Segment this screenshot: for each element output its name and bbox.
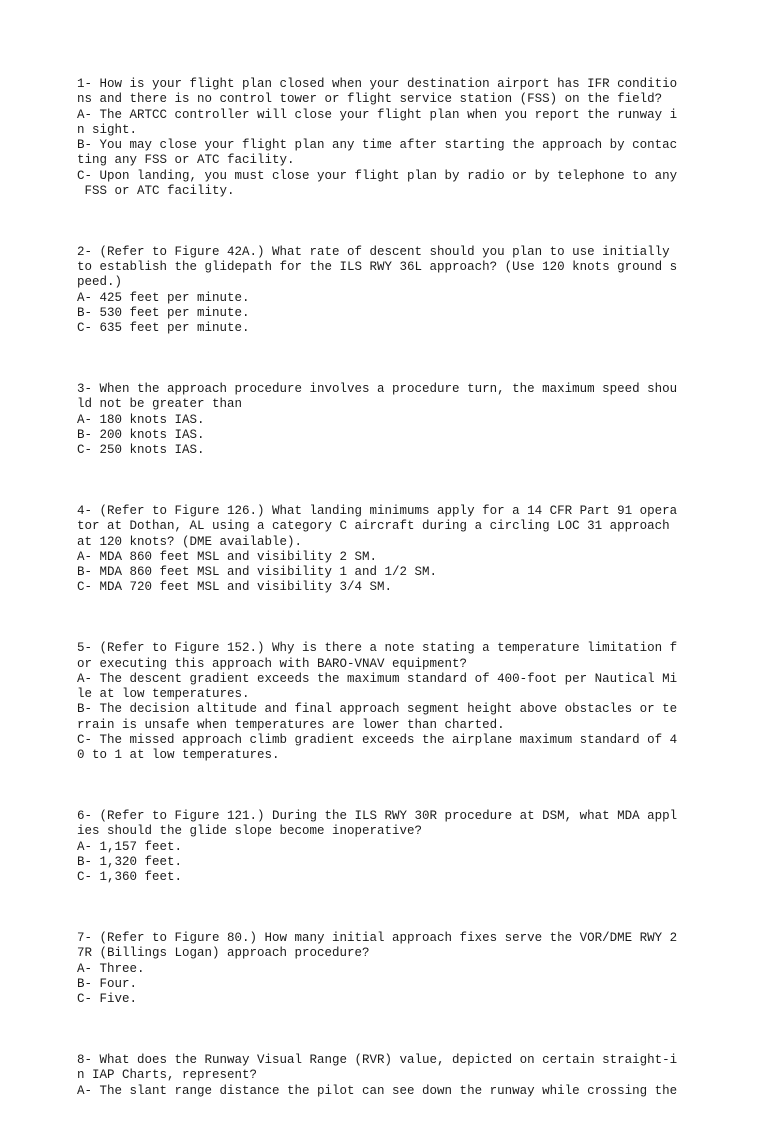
question-text: n IAP Charts, represent? (77, 1068, 258, 1083)
answer-c: FSS or ATC facility. (77, 183, 235, 198)
document-page (77, 77, 757, 1145)
answer-b: B- 200 knots IAS. (77, 427, 205, 442)
question-6 (77, 809, 757, 885)
answer-c: C- 1,360 feet. (77, 870, 183, 884)
question-3 (77, 382, 757, 458)
answer-b: B- 1,320 feet. (77, 854, 183, 869)
answer-b: B- MDA 860 feet MSL and visibility 1 and 1/2 SM. (77, 565, 438, 579)
answer-a: A- Three. (77, 961, 145, 976)
answer-a: A- 1,157 feet. (77, 839, 183, 854)
question-2 (77, 245, 757, 337)
answer-c: 0 to 1 at low temperatures. (77, 748, 280, 762)
question-text: at 120 knots? (DME available). (77, 534, 303, 549)
answer-a: A- 180 knots IAS. (77, 412, 205, 427)
answer-b: B- Four. (77, 976, 138, 991)
answer-c: C- 635 feet per minute. (77, 321, 250, 335)
question-4 (77, 504, 757, 596)
question-text: to establish the glidepath for the ILS RWY 36L approach? (Use 120 knots ground s (77, 260, 678, 274)
question-5 (77, 641, 757, 763)
answer-b: B- The decision altitude and final approach segment height above obstacles or te (77, 702, 678, 717)
answer-c: C- MDA 720 feet MSL and visibility 3/4 SM. (77, 580, 393, 595)
answer-a: A- The slant range distance the pilot can see down the runway while crossing the (77, 1083, 678, 1098)
question-text: 7- (Refer to Figure 80.) How many initial approach fixes serve the VOR/DME RWY 2 (77, 931, 678, 945)
answer-b: ting any FSS or ATC facility. (77, 153, 295, 168)
question-text: peed.) (77, 275, 123, 290)
question-text: ies should the glide slope become inoperative? (77, 824, 423, 839)
answer-b: B- 530 feet per minute. (77, 305, 250, 320)
answer-a: A- The ARTCC controller will close your flight plan when you report the runway i (77, 107, 678, 122)
question-text: 6- (Refer to Figure 121.) During the ILS RWY 30R procedure at DSM, what MDA appl (77, 809, 678, 823)
question-text: 5- (Refer to Figure 152.) Why is there a note stating a temperature limitation f (77, 641, 678, 656)
question-text: 3- When the approach procedure involves a procedure turn, the maximum speed shou (77, 382, 678, 396)
answer-a: le at low temperatures. (77, 687, 250, 701)
question-text: 8- What does the Runway Visual Range (RVR) value, depicted on certain straight-i (77, 1053, 678, 1067)
question-text: or executing this approach with BARO-VNAV equipment? (77, 656, 468, 671)
answer-c: C- Five. (77, 992, 138, 1006)
question-text: ns and there is no control tower or flight service station (FSS) on the field? (77, 92, 663, 107)
answer-c: C- The missed approach climb gradient exceeds the airplane maximum standard of 4 (77, 732, 678, 747)
answer-a: A- 425 feet per minute. (77, 290, 250, 305)
question-1 (77, 77, 757, 199)
question-text: ld not be greater than (77, 397, 243, 412)
answer-a: A- The descent gradient exceeds the maximum standard of 400-foot per Nautical Mi (77, 671, 678, 686)
question-text: 4- (Refer to Figure 126.) What landing minimums apply for a 14 CFR Part 91 opera (77, 504, 678, 518)
question-8 (77, 1053, 757, 1099)
question-text: 7R (Billings Logan) approach procedure? (77, 946, 370, 961)
answer-b: B- You may close your flight plan any time after starting the approach by contac (77, 138, 678, 152)
answer-c: C- 250 knots IAS. (77, 443, 205, 457)
question-text: tor at Dothan, AL using a category C aircraft during a circling LOC 31 approach (77, 519, 670, 534)
question-text: 1- How is your flight plan closed when your destination airport has IFR conditio (77, 77, 678, 91)
answer-b: rrain is unsafe when temperatures are lower than charted. (77, 717, 505, 732)
question-7 (77, 931, 757, 1007)
answer-a: n sight. (77, 122, 138, 137)
answer-c: C- Upon landing, you must close your flight plan by radio or by telephone to any (77, 168, 678, 183)
question-text: 2- (Refer to Figure 42A.) What rate of descent should you plan to use initially (77, 244, 670, 259)
answer-a: A- MDA 860 feet MSL and visibility 2 SM. (77, 549, 378, 564)
